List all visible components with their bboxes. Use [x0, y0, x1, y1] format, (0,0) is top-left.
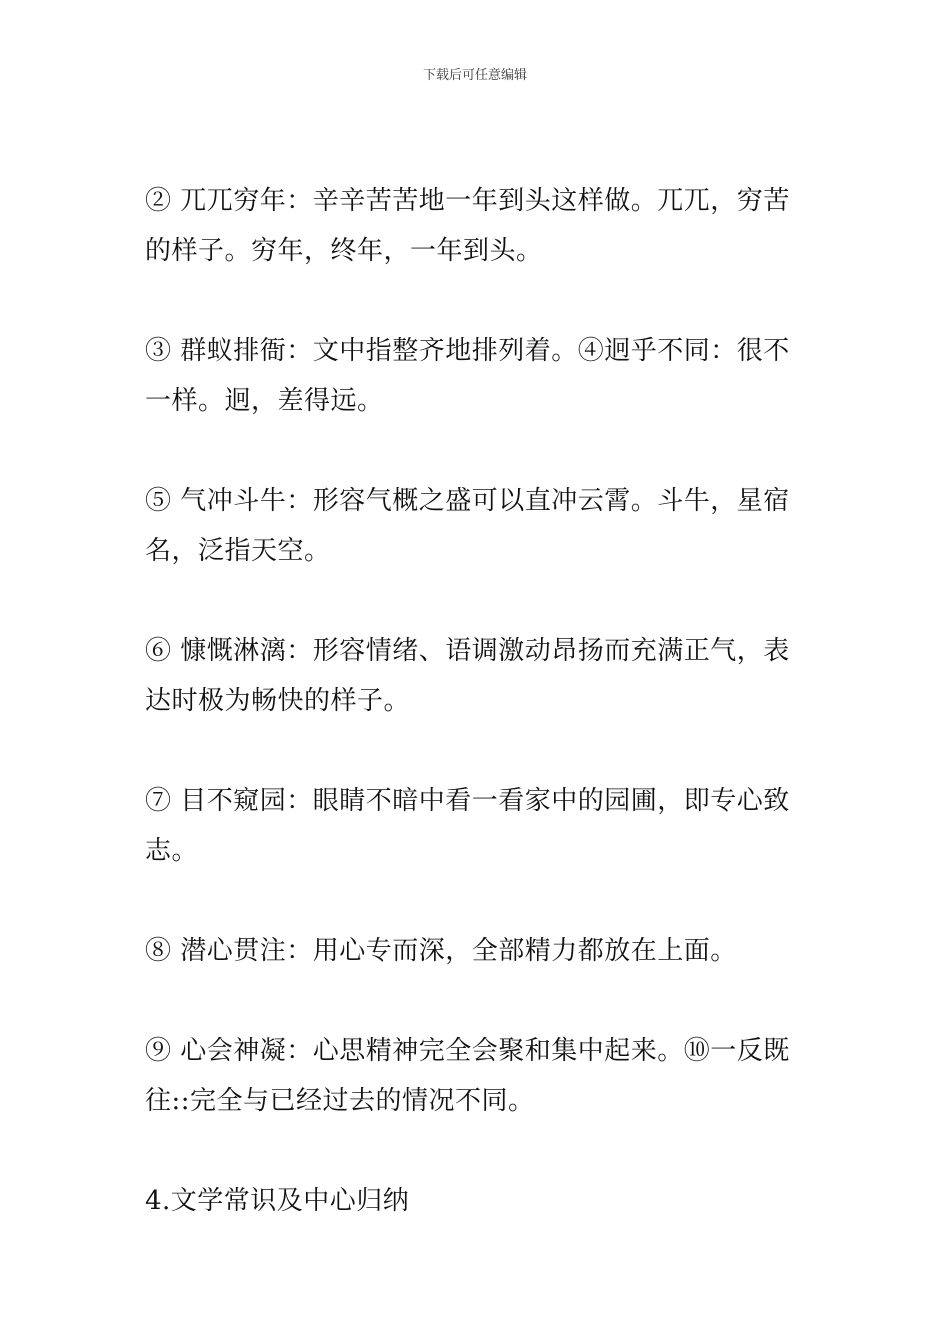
header-note: 下载后可任意编辑: [422, 68, 527, 83]
paragraph-wuwu-qiongnian: ② 兀兀穷年：辛辛苦苦地一年到头这样做。兀兀，穷苦的样子。穷年，终年，一年到头。: [145, 186, 790, 266]
paragraph-mubu-kuiyuan: ⑦ 目不窥园：眼睛不暗中看一看家中的园圃，即专心致志。: [145, 786, 790, 866]
paragraph-xinhui-shenning: ⑨ 心会神凝：心思精神完全会聚和集中起来。⑩一反既往::完全与已经过去的情况不同。: [145, 1036, 790, 1116]
paragraph-qichong-douniu: ⑤ 气冲斗牛：形容气概之盛可以直冲云霄。斗牛，星宿名，泛指天空。: [145, 486, 790, 566]
paragraph-qunyi-paiya: ③ 群蚁排衙：文中指整齐地排列着。④迥乎不同：很不一样。迥，差得远。: [145, 336, 790, 416]
document-body: [145, 176, 813, 1276]
paragraph-qianxin-guanzhu: ⑧ 潜心贯注：用心专而深，全部精力都放在上面。: [145, 936, 737, 966]
section-heading-literary-knowledge: 4.文学常识及中心归纳: [145, 1186, 410, 1216]
paragraph-kangkai-linli: ⑥ 慷慨淋漓：形容情绪、语调激动昂扬而充满正气，表达时极为畅快的样子。: [145, 636, 790, 716]
